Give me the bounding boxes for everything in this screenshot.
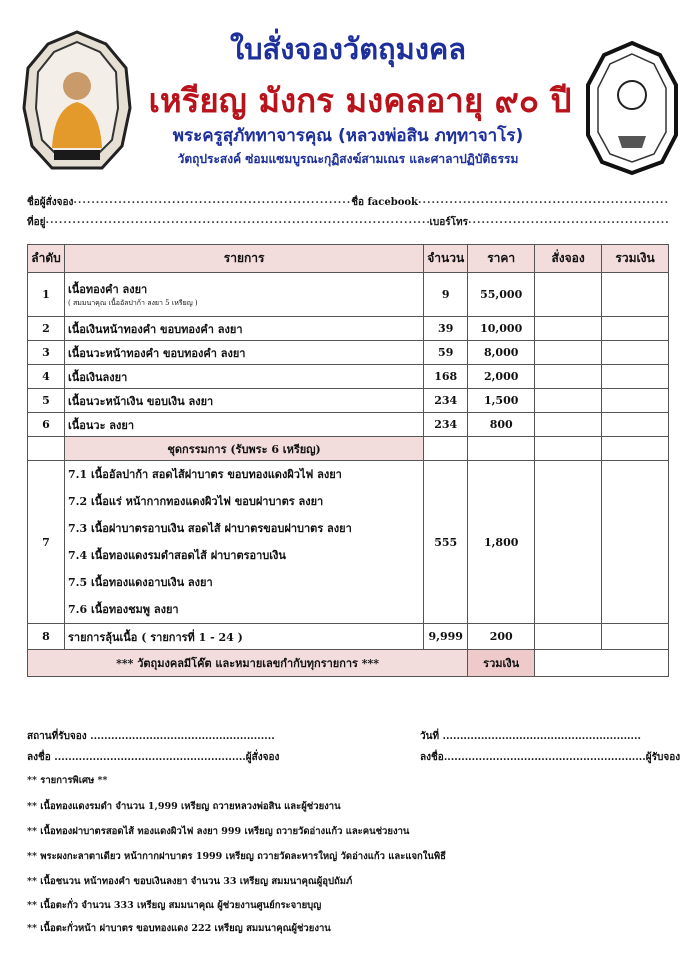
- phone-field[interactable]: [468, 215, 668, 230]
- col-price: ราคา: [468, 245, 535, 273]
- row-item: เนื้อเงินลงยา: [64, 365, 423, 389]
- receiver-sign-field[interactable]: ..........................................................: [443, 752, 646, 763]
- order-cell[interactable]: [535, 341, 602, 365]
- row-qty: 39: [424, 317, 468, 341]
- set-items: [64, 461, 423, 624]
- phone-label: เบอร์โทร: [429, 217, 468, 228]
- special-item: ** เนื้อทองฝาบาตรสอดไส้ ทองแดงผิวไฟ ลงยา 999 เหรียญ ถวายวัดอ่างแก้ว และคนช่วยงาน: [27, 826, 410, 837]
- monk-name: พระครูสุภัททาจารคุณ (หลวงพ่อสิน ภทฺทาจาโร): [172, 126, 524, 146]
- grand-total-cell[interactable]: [535, 650, 669, 677]
- set-item: 7.6 เนื้อทองชมพู ลงยา: [67, 603, 179, 616]
- order-cell[interactable]: [535, 624, 602, 650]
- row-item: [64, 273, 423, 317]
- col-qty: จำนวน: [424, 245, 468, 273]
- row-qty: 234: [424, 389, 468, 413]
- row-price: 1,800: [468, 461, 535, 624]
- order-cell[interactable]: [535, 437, 602, 461]
- row-price: 8,000: [468, 341, 535, 365]
- table-row: [28, 365, 669, 389]
- total-cell[interactable]: [602, 413, 669, 437]
- table-row: [28, 624, 669, 650]
- orderer-label: ผู้สั่งจอง: [245, 752, 280, 763]
- row-price: 1,500: [468, 389, 535, 413]
- row-price: 200: [468, 624, 535, 650]
- purpose-text: วัตถุประสงค์ ซ่อมแซมบูรณะกุฏิสงฆ์สามเณร และศาลาปฏิบัติธรรม: [177, 152, 519, 166]
- table-row-set: [28, 461, 669, 624]
- name-label: ชื่อผู้สั่งจอง: [27, 197, 74, 208]
- date-field[interactable]: .........................................................: [442, 731, 641, 742]
- form-title: ใบสั่งจองวัตถุมงคล: [229, 32, 467, 66]
- row-price: 800: [468, 413, 535, 437]
- row-no: 5: [28, 389, 65, 413]
- blank-cell: [424, 437, 468, 461]
- order-cell[interactable]: [535, 389, 602, 413]
- row-item: เนื้อนวะ ลงยา: [64, 413, 423, 437]
- date-row: [420, 729, 641, 744]
- set-item: 7.3 เนื้อฝาบาตรอาบเงิน สอดไส้ ฝาบาตรขอบฝาบาตร ลงยา: [67, 522, 352, 535]
- sign-label: ลงชื่อ: [420, 752, 444, 763]
- special-item: ** เนื้อชนวน หน้าทองคำ ขอบเงินลงยา จำนวน 33 เหรียญ สมมนาคุณผู้อุปถัมภ์: [27, 876, 353, 887]
- row-item: เนื้อนวะหน้าทองคำ ขอบทองคำ ลงยา: [64, 341, 423, 365]
- total-cell[interactable]: [602, 273, 669, 317]
- row-qty: 168: [424, 365, 468, 389]
- address-row: [27, 215, 668, 230]
- special-title: ** รายการพิเศษ **: [27, 775, 108, 786]
- total-cell[interactable]: [602, 624, 669, 650]
- col-total: รวมเงิน: [602, 245, 669, 273]
- order-cell[interactable]: [535, 365, 602, 389]
- table-row: [28, 341, 669, 365]
- place-label: สถานที่รับจอง: [27, 731, 87, 742]
- medal-title: เหรียญ มังกร มงคลอายุ ๙๐ ปี: [148, 81, 572, 120]
- col-item: รายการ: [64, 245, 423, 273]
- order-cell[interactable]: [535, 317, 602, 341]
- orderer-sign-field[interactable]: .......................................................: [54, 752, 246, 763]
- set-item: 7.5 เนื้อทองแดงอาบเงิน ลงยา: [67, 576, 213, 589]
- row-qty: 9,999: [424, 624, 468, 650]
- facebook-label: ชื่อ facebook: [351, 197, 418, 208]
- sign-label: ลงชื่อ: [27, 752, 51, 763]
- set-item: 7.2 เนื้อแร่ หน้ากากทองแดงผิวไฟ ขอบฝาบาตร ลงยา: [67, 495, 324, 508]
- set-item: 7.1 เนื้ออัลปาก้า สอดไส้ฝาบาตร ขอบทองแดงผิวไฟ ลงยา: [67, 468, 342, 481]
- table-row: [28, 389, 669, 413]
- col-order: สั่งจอง: [535, 245, 602, 273]
- receiver-sign-row: [420, 750, 680, 765]
- total-cell[interactable]: [602, 341, 669, 365]
- order-cell[interactable]: [535, 273, 602, 317]
- total-cell[interactable]: [602, 317, 669, 341]
- row-qty: 9: [424, 273, 468, 317]
- table-footer: [28, 650, 669, 677]
- table-header: [28, 245, 669, 273]
- row-qty: 234: [424, 413, 468, 437]
- row-qty: 555: [424, 461, 468, 624]
- row-item: เนื้อเงินหน้าทองคำ ขอบทองคำ ลงยา: [64, 317, 423, 341]
- date-label: วันที่: [420, 731, 440, 742]
- total-label: รวมเงิน: [468, 650, 535, 677]
- row-price: 55,000: [468, 273, 535, 317]
- row-qty: 59: [424, 341, 468, 365]
- table-row: [28, 413, 669, 437]
- footer-note: *** วัตถุมงคลมีโค๊ต และหมายเลขกำกับทุกรายการ ***: [28, 650, 468, 677]
- set-header-row: [28, 437, 669, 461]
- table-row: [28, 273, 669, 317]
- row-no: 2: [28, 317, 65, 341]
- place-row: [27, 729, 275, 744]
- orderer-sign-row: [27, 750, 279, 765]
- place-field[interactable]: .....................................................: [90, 731, 275, 742]
- address-field[interactable]: [45, 215, 429, 230]
- table-row: [28, 317, 669, 341]
- total-cell[interactable]: [602, 437, 669, 461]
- row-no: 7: [28, 461, 65, 624]
- total-cell[interactable]: [602, 365, 669, 389]
- total-cell[interactable]: [602, 461, 669, 624]
- order-cell[interactable]: [535, 413, 602, 437]
- item-note: ( สมมนาคุณ เนื้ออัลปาก้า ลงยา 5 เหรียญ ): [67, 299, 198, 307]
- special-item: ** เนื้อตะกั่ว จำนวน 333 เหรียญ สมมนาคุณ ผู้ช่วยงานศูนย์กระจายบุญ: [27, 900, 322, 911]
- facebook-field[interactable]: [418, 195, 668, 210]
- row-no: 8: [28, 624, 65, 650]
- row-no: 6: [28, 413, 65, 437]
- row-price: 2,000: [468, 365, 535, 389]
- blank-cell: [468, 437, 535, 461]
- row-item: รายการลุ้นเนื้อ ( รายการที่ 1 - 24 ): [64, 624, 423, 650]
- order-table: [27, 244, 669, 677]
- col-no: ลำดับ: [28, 245, 65, 273]
- row-no: 4: [28, 365, 65, 389]
- set-title: ชุดกรรมการ (รับพระ 6 เหรียญ): [64, 437, 423, 461]
- special-item: ** เนื้อทองแดงรมดำ จำนวน 1,999 เหรียญ ถวายหลวงพ่อสิน และผู้ช่วยงาน: [27, 801, 341, 812]
- set-item: 7.4 เนื้อทองแดงรมดำสอดไส้ ฝาบาตรอาบเงิน: [67, 549, 286, 562]
- special-item: ** เนื้อตะกั่วหน้า ฝาบาตร ขอบทองแดง 222 เหรียญ สมมนาคุณผู้ช่วยงาน: [27, 923, 331, 934]
- item-name: เนื้อทองคำ ลงยา: [67, 283, 148, 296]
- receiver-label: ผู้รับจอง: [645, 752, 681, 763]
- row-no: 1: [28, 273, 65, 317]
- total-cell[interactable]: [602, 389, 669, 413]
- name-row: [27, 195, 668, 210]
- row-price: 10,000: [468, 317, 535, 341]
- order-cell[interactable]: [535, 461, 602, 624]
- blank-cell: [28, 437, 65, 461]
- row-no: 3: [28, 341, 65, 365]
- row-item: เนื้อนวะหน้าเงิน ขอบเงิน ลงยา: [64, 389, 423, 413]
- special-item: ** พระผงกะลาตาเดียว หน้ากากฝาบาตร 1999 เหรียญ ถวายวัดละหารใหญ่ วัดอ่างแก้ว และแจกในพิธี: [27, 851, 446, 862]
- address-label: ที่อยู่: [27, 217, 46, 228]
- name-field[interactable]: [73, 195, 351, 210]
